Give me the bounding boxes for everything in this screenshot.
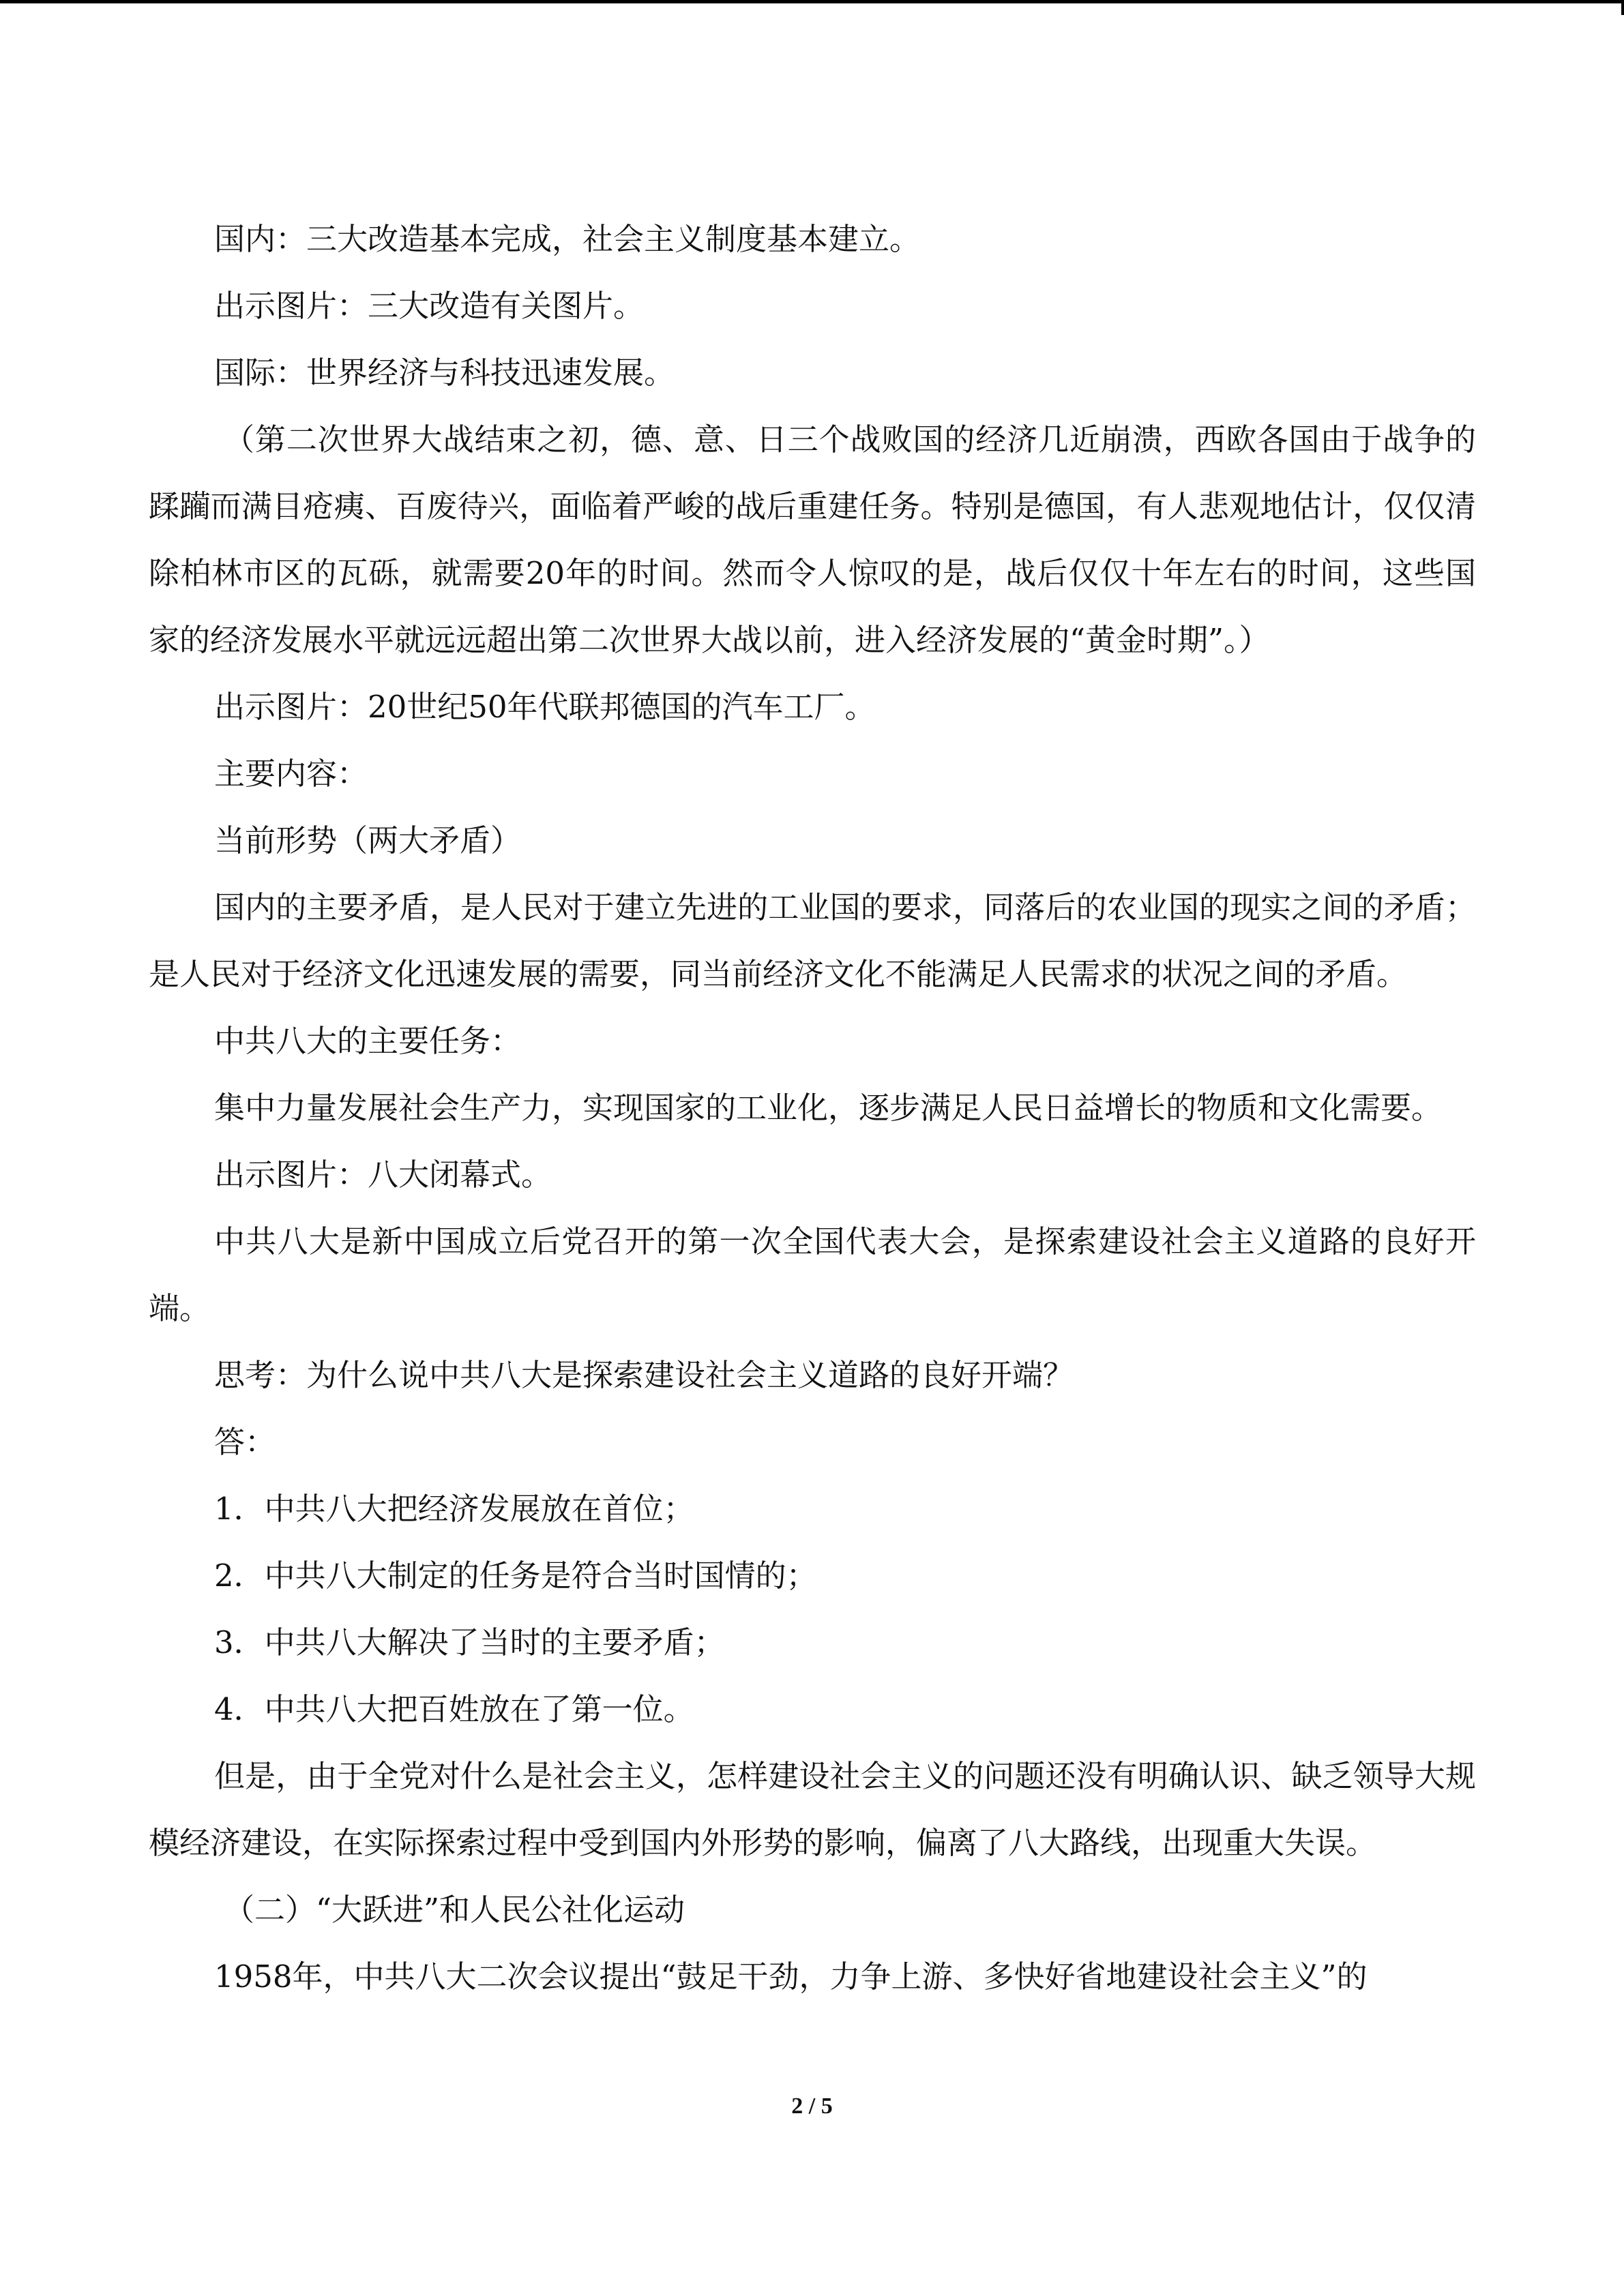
document-body [149, 206, 1476, 2010]
paragraph: 1958年，中共八大二次会议提出“鼓足干劲，力争上游、多快好省地建设社会主义”的 [214, 1958, 1368, 1995]
paragraph: 国际：世界经济与科技迅速发展。 [214, 355, 675, 391]
paragraph: 出示图片：八大闭幕式。 [214, 1157, 552, 1193]
right-border-mark [1621, 0, 1624, 15]
paragraph: 但是，由于全党对什么是社会主义，怎样建设社会主义的问题还没有明确认识、缺乏领导大规模经济建设，在实际探索过程中受到国内外形势的影响，偏离了八大路线，出现重大失误。 [149, 1758, 1476, 1861]
list-item: 3．中共八大解决了当时的主要矛盾； [214, 1624, 725, 1660]
list-item: 1．中共八大把经济发展放在首位； [214, 1491, 694, 1527]
paragraph: 答： [214, 1424, 276, 1460]
paragraph: 国内的主要矛盾，是人民对于建立先进的工业国的要求，同落后的农业国的现实之间的矛盾；是人民对于经济文化迅速发展的需要，同当前经济文化不能满足人民需求的状况之间的矛盾。 [149, 889, 1476, 992]
paragraph: 国内：三大改造基本完成，社会主义制度基本建立。 [214, 221, 921, 257]
page-number: 2 / 5 [791, 2093, 833, 2119]
paragraph: 当前形势（两大矛盾） [214, 822, 522, 859]
list-item: 2．中共八大制定的任务是符合当时国情的； [214, 1557, 817, 1594]
paragraph: 出示图片：20世纪50年代联邦德国的汽车工厂。 [214, 689, 876, 725]
paragraph: 中共八大的主要任务： [214, 1023, 522, 1059]
list-item: 4．中共八大把百姓放在了第一位。 [214, 1691, 694, 1727]
paragraph: 中共八大是新中国成立后党召开的第一次全国代表大会，是探索建设社会主义道路的良好开端。 [149, 1223, 1476, 1326]
top-border-line [0, 0, 1624, 3]
section-heading: （二）“大跃进”和人民公社化运动 [224, 1892, 685, 1928]
paragraph: 出示图片：三大改造有关图片。 [214, 288, 645, 324]
paragraph: 集中力量发展社会生产力，实现国家的工业化，逐步满足人民日益增长的物质和文化需要。 [214, 1090, 1443, 1126]
paragraph: 思考：为什么说中共八大是探索建设社会主义道路的良好开端？ [214, 1357, 1074, 1393]
paragraph: 主要内容： [214, 756, 368, 792]
paragraph: （第二次世界大战结束之初，德、意、日三个战败国的经济几近崩溃，西欧各国由于战争的蹂躏而满目疮痍、百废待兴，面临着严峻的战后重建任务。特别是德国，有人悲观地估计，仅仅清除柏林市区的瓦砾，就需要20年的时间。然而令人惊叹的是，战后仅仅十年左右的时间，这些国家的经济发展水平就远远超出第二次世界大战以前，进入经济发展的“黄金时期”。） [149, 421, 1476, 658]
